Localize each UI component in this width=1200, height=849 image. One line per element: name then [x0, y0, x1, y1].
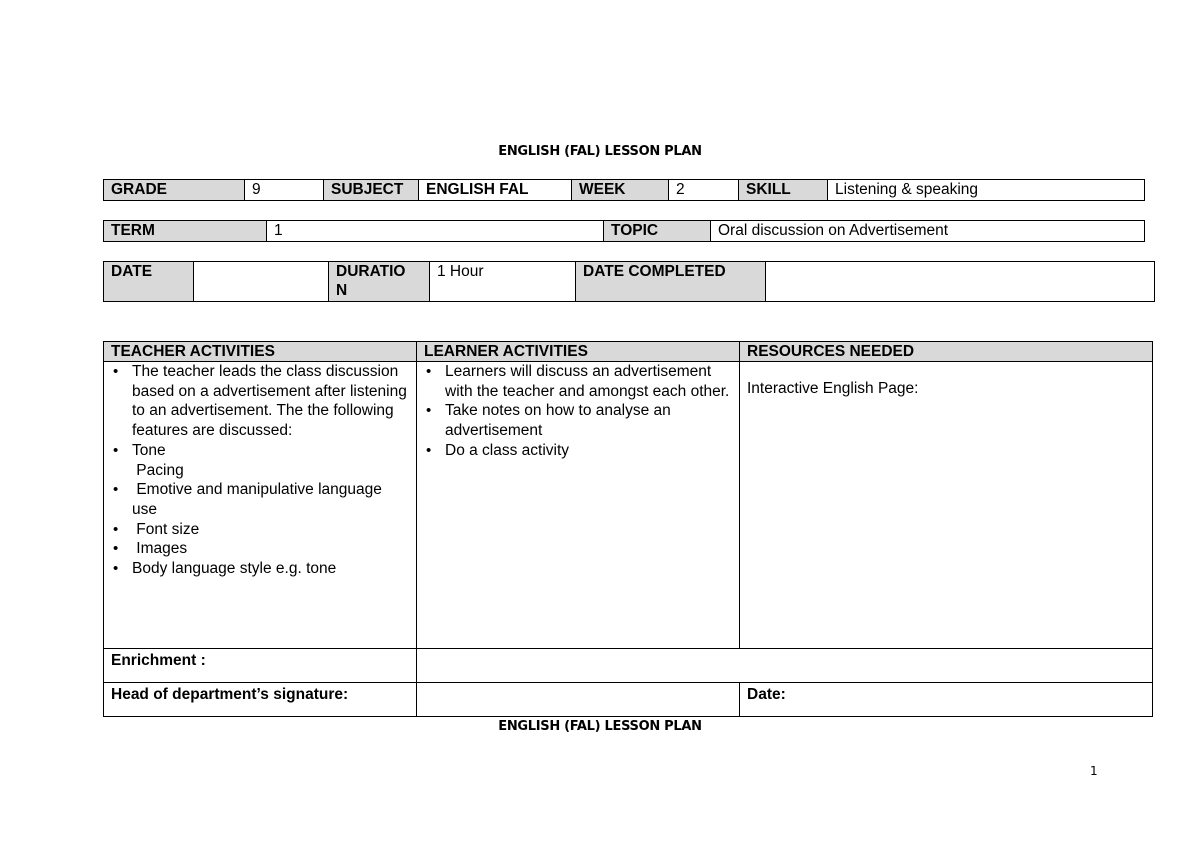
- topic-value: Oral discussion on Advertisement: [711, 221, 1145, 242]
- term-value: 1: [267, 221, 604, 242]
- list-item: • Font size: [132, 520, 409, 540]
- date-label: DATE: [104, 262, 194, 302]
- week-value: 2: [669, 180, 739, 201]
- teacher-activities-cell: [104, 362, 417, 649]
- info-table-date: [103, 261, 1155, 302]
- enrichment-label: Enrichment :: [104, 649, 417, 683]
- subject-label: SUBJECT: [324, 180, 419, 201]
- topic-label: TOPIC: [604, 221, 711, 242]
- skill-value: Listening & speaking: [828, 180, 1145, 201]
- week-label: WEEK: [572, 180, 669, 201]
- grade-value: 9: [245, 180, 324, 201]
- info-table-term: [103, 220, 1145, 242]
- duration-label-line2: N: [336, 282, 348, 299]
- list-item: • Learners will discuss an advertisement with the teacher and amongst each other.: [445, 362, 732, 401]
- learner-activities-list: [424, 362, 732, 461]
- duration-value: 1 Hour: [430, 262, 576, 302]
- footer-title: ENGLISH (FAL) LESSON PLAN: [498, 719, 702, 734]
- teacher-activities-header: TEACHER ACTIVITIES: [104, 342, 417, 362]
- resources-cell: [740, 362, 1153, 649]
- hod-signature-value: [417, 683, 740, 717]
- list-item: • Images: [132, 539, 409, 559]
- learner-activities-cell: [417, 362, 740, 649]
- teacher-activities-list: [111, 362, 409, 579]
- hod-signature-label: Head of department’s signature:: [104, 683, 417, 717]
- resources-text: Interactive English Page:: [747, 380, 919, 397]
- subject-value: ENGLISH FAL: [419, 180, 572, 201]
- list-item: • The teacher leads the class discussion based on a advertisement after listening to an advertisement. The the following features are discussed:: [132, 362, 409, 441]
- list-item: • Do a class activity: [445, 441, 732, 461]
- enrichment-value: [417, 649, 1153, 683]
- duration-label: [329, 262, 430, 302]
- resources-needed-header: RESOURCES NEEDED: [740, 342, 1153, 362]
- skill-label: SKILL: [739, 180, 828, 201]
- term-label: TERM: [104, 221, 267, 242]
- duration-label-line1: DURATIO: [336, 263, 406, 280]
- list-item: Pacing: [132, 461, 184, 479]
- date-completed-label: DATE COMPLETED: [576, 262, 766, 302]
- signature-date-label: Date:: [740, 683, 1153, 717]
- grade-label: GRADE: [104, 180, 245, 201]
- date-completed-value: [766, 262, 1155, 302]
- list-item: • Tone: [132, 441, 409, 461]
- date-value: [194, 262, 329, 302]
- page-number: 1: [1090, 764, 1098, 778]
- list-item: • Body language style e.g. tone: [132, 559, 409, 579]
- list-item: • Take notes on how to analyse an advertisement: [445, 401, 732, 440]
- activities-table: [103, 341, 1153, 717]
- learner-activities-header: LEARNER ACTIVITIES: [417, 342, 740, 362]
- page-title: ENGLISH (FAL) LESSON PLAN: [498, 144, 702, 159]
- info-table-grade: [103, 179, 1145, 201]
- list-item: • Emotive and manipulative language use: [132, 480, 409, 519]
